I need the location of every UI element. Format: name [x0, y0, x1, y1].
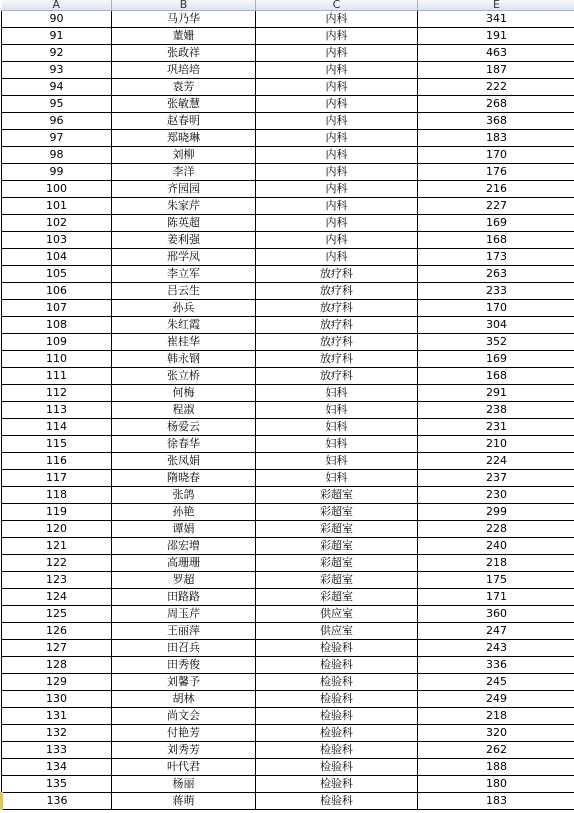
- cell-b[interactable]: 吕云生: [112, 283, 256, 300]
- table-row: [2, 453, 574, 470]
- cell-a[interactable]: 104: [2, 249, 112, 266]
- cell-b[interactable]: 罗超: [112, 572, 256, 589]
- cell-b[interactable]: 王丽萍: [112, 623, 256, 640]
- cell-c[interactable]: 内科: [256, 198, 418, 215]
- cell-e[interactable]: 180: [418, 776, 574, 793]
- cell-b[interactable]: 张敏慧: [112, 96, 256, 113]
- cell-c[interactable]: 彩超室: [256, 589, 418, 606]
- cell-e[interactable]: 243: [418, 640, 574, 657]
- cell-e[interactable]: 268: [418, 96, 574, 113]
- table-row: [2, 657, 574, 674]
- cell-e[interactable]: 170: [418, 300, 574, 317]
- cell-a[interactable]: 130: [2, 691, 112, 708]
- table-row: [2, 538, 574, 555]
- cell-e[interactable]: 291: [418, 385, 574, 402]
- cell-b[interactable]: 陈英超: [112, 215, 256, 232]
- cell-a[interactable]: 128: [2, 657, 112, 674]
- cell-e[interactable]: 240: [418, 538, 574, 555]
- cell-e[interactable]: 218: [418, 555, 574, 572]
- cell-e[interactable]: 169: [418, 351, 574, 368]
- cell-b[interactable]: 马乃华: [112, 11, 256, 28]
- cell-a[interactable]: 114: [2, 419, 112, 436]
- cell-e[interactable]: 237: [418, 470, 574, 487]
- cell-b[interactable]: 邢学凤: [112, 249, 256, 266]
- cell-a[interactable]: 110: [2, 351, 112, 368]
- cell-a[interactable]: 107: [2, 300, 112, 317]
- cell-c[interactable]: 供应室: [256, 606, 418, 623]
- cell-e[interactable]: 230: [418, 487, 574, 504]
- table-row: [2, 470, 574, 487]
- cell-c[interactable]: 内科: [256, 28, 418, 45]
- table-row: [2, 147, 574, 164]
- cell-b[interactable]: 田召兵: [112, 640, 256, 657]
- cell-c[interactable]: 彩超室: [256, 521, 418, 538]
- cell-b[interactable]: 齐园园: [112, 181, 256, 198]
- cell-c[interactable]: 内科: [256, 147, 418, 164]
- cell-c[interactable]: 检验科: [256, 708, 418, 725]
- cell-b[interactable]: 李立军: [112, 266, 256, 283]
- cell-b[interactable]: 高珊珊: [112, 555, 256, 572]
- cell-b[interactable]: 韩永钢: [112, 351, 256, 368]
- cell-e[interactable]: 299: [418, 504, 574, 521]
- cell-c[interactable]: 妇科: [256, 470, 418, 487]
- cell-b[interactable]: 张立桥: [112, 368, 256, 385]
- cell-b[interactable]: 朱家芹: [112, 198, 256, 215]
- cell-b[interactable]: 孙艳: [112, 504, 256, 521]
- cell-a[interactable]: 113: [2, 402, 112, 419]
- table-row: [2, 402, 574, 419]
- table-row: [2, 181, 574, 198]
- cell-b[interactable]: 叶代君: [112, 759, 256, 776]
- cell-c[interactable]: 妇科: [256, 385, 418, 402]
- table-row: [2, 606, 574, 623]
- cell-b[interactable]: 谭娟: [112, 521, 256, 538]
- cell-e[interactable]: 175: [418, 572, 574, 589]
- cell-c[interactable]: 检验科: [256, 674, 418, 691]
- cell-a[interactable]: 93: [2, 62, 112, 79]
- table-row: [2, 436, 574, 453]
- table-row: [2, 589, 574, 606]
- cell-e[interactable]: 245: [418, 674, 574, 691]
- cell-c[interactable]: 放疗科: [256, 334, 418, 351]
- cell-b[interactable]: 何梅: [112, 385, 256, 402]
- cell-a[interactable]: 133: [2, 742, 112, 759]
- table-row: [2, 283, 574, 300]
- cell-e[interactable]: 336: [418, 657, 574, 674]
- cell-e[interactable]: 249: [418, 691, 574, 708]
- cell-e[interactable]: 191: [418, 28, 574, 45]
- cell-a[interactable]: 123: [2, 572, 112, 589]
- cell-a[interactable]: 118: [2, 487, 112, 504]
- cell-c[interactable]: 放疗科: [256, 368, 418, 385]
- cell-a[interactable]: 96: [2, 113, 112, 130]
- table-row: [2, 164, 574, 181]
- table-row: [2, 793, 574, 810]
- table-row: [2, 385, 574, 402]
- cell-a[interactable]: 102: [2, 215, 112, 232]
- cell-e[interactable]: 173: [418, 249, 574, 266]
- cell-a[interactable]: 94: [2, 79, 112, 96]
- cell-a[interactable]: 117: [2, 470, 112, 487]
- table-row: [2, 725, 574, 742]
- table-row: [2, 555, 574, 572]
- cell-b[interactable]: 蒋萌: [112, 793, 256, 810]
- cell-a[interactable]: 126: [2, 623, 112, 640]
- cell-b[interactable]: 张凤娟: [112, 453, 256, 470]
- cell-e[interactable]: 218: [418, 708, 574, 725]
- cell-e[interactable]: 360: [418, 606, 574, 623]
- cell-c[interactable]: 供应室: [256, 623, 418, 640]
- cell-a[interactable]: 97: [2, 130, 112, 147]
- table-row: [2, 113, 574, 130]
- cell-c[interactable]: 内科: [256, 62, 418, 79]
- table-row: [2, 45, 574, 62]
- cell-c[interactable]: 内科: [256, 181, 418, 198]
- cell-e[interactable]: 169: [418, 215, 574, 232]
- cell-e[interactable]: 183: [418, 130, 574, 147]
- cell-a[interactable]: 90: [2, 11, 112, 28]
- cell-e[interactable]: 170: [418, 147, 574, 164]
- table-row: [2, 215, 574, 232]
- cell-e[interactable]: 187: [418, 62, 574, 79]
- cell-b[interactable]: 张鸽: [112, 487, 256, 504]
- cell-e[interactable]: 216: [418, 181, 574, 198]
- cell-c[interactable]: 放疗科: [256, 266, 418, 283]
- cell-e[interactable]: 176: [418, 164, 574, 181]
- cell-c[interactable]: 内科: [256, 45, 418, 62]
- cell-c[interactable]: 彩超室: [256, 572, 418, 589]
- cell-e[interactable]: 262: [418, 742, 574, 759]
- cell-e[interactable]: 222: [418, 79, 574, 96]
- cell-a[interactable]: 91: [2, 28, 112, 45]
- table-row: [2, 351, 574, 368]
- cell-c[interactable]: 彩超室: [256, 504, 418, 521]
- table-row: [2, 79, 574, 96]
- cell-c[interactable]: 放疗科: [256, 317, 418, 334]
- column-header-c[interactable]: C: [256, 0, 418, 11]
- cell-c[interactable]: 检验科: [256, 742, 418, 759]
- cell-b[interactable]: 隋晓春: [112, 470, 256, 487]
- table-row: [2, 419, 574, 436]
- cell-a[interactable]: 135: [2, 776, 112, 793]
- cell-a[interactable]: 134: [2, 759, 112, 776]
- table-row: [2, 759, 574, 776]
- cell-c[interactable]: 彩超室: [256, 555, 418, 572]
- cell-a[interactable]: 99: [2, 164, 112, 181]
- cell-c[interactable]: 内科: [256, 96, 418, 113]
- cell-c[interactable]: 放疗科: [256, 283, 418, 300]
- cell-b[interactable]: 崔桂华: [112, 334, 256, 351]
- cell-b[interactable]: 田秀俊: [112, 657, 256, 674]
- cell-b[interactable]: 刘柳: [112, 147, 256, 164]
- table-row: [2, 249, 574, 266]
- cell-e[interactable]: 233: [418, 283, 574, 300]
- cell-a[interactable]: 127: [2, 640, 112, 657]
- cell-b[interactable]: 程淑: [112, 402, 256, 419]
- cell-a[interactable]: 121: [2, 538, 112, 555]
- cell-c[interactable]: 内科: [256, 249, 418, 266]
- cell-a[interactable]: 124: [2, 589, 112, 606]
- cell-e[interactable]: 368: [418, 113, 574, 130]
- cell-e[interactable]: 231: [418, 419, 574, 436]
- cell-c[interactable]: 内科: [256, 215, 418, 232]
- cell-c[interactable]: 妇科: [256, 453, 418, 470]
- table-row: [2, 623, 574, 640]
- table-row: [2, 691, 574, 708]
- column-header-e[interactable]: E: [418, 0, 574, 11]
- table-row: [2, 776, 574, 793]
- cell-c[interactable]: 妇科: [256, 402, 418, 419]
- cell-e[interactable]: 188: [418, 759, 574, 776]
- cell-c[interactable]: 彩超室: [256, 538, 418, 555]
- cell-b[interactable]: 尚文会: [112, 708, 256, 725]
- cell-e[interactable]: 352: [418, 334, 574, 351]
- table-row: [2, 11, 574, 28]
- cell-c[interactable]: 彩超室: [256, 487, 418, 504]
- cell-e[interactable]: 171: [418, 589, 574, 606]
- table-row: [2, 742, 574, 759]
- cell-b[interactable]: 胡林: [112, 691, 256, 708]
- table-row: [2, 521, 574, 538]
- cell-c[interactable]: 内科: [256, 232, 418, 249]
- table-row: [2, 708, 574, 725]
- table-row: [2, 232, 574, 249]
- cell-a[interactable]: 103: [2, 232, 112, 249]
- cell-b[interactable]: 董姗: [112, 28, 256, 45]
- cell-c[interactable]: 内科: [256, 130, 418, 147]
- cell-a[interactable]: 92: [2, 45, 112, 62]
- cell-c[interactable]: 放疗科: [256, 300, 418, 317]
- cell-c[interactable]: 检验科: [256, 691, 418, 708]
- table-row: [2, 368, 574, 385]
- cell-a[interactable]: 100: [2, 181, 112, 198]
- cell-b[interactable]: 李洋: [112, 164, 256, 181]
- table-row: [2, 640, 574, 657]
- cell-a[interactable]: 105: [2, 266, 112, 283]
- cell-e[interactable]: 463: [418, 45, 574, 62]
- cell-c[interactable]: 内科: [256, 164, 418, 181]
- cell-b[interactable]: 付艳芳: [112, 725, 256, 742]
- cell-b[interactable]: 姜利强: [112, 232, 256, 249]
- cell-c[interactable]: 内科: [256, 113, 418, 130]
- table-row: [2, 572, 574, 589]
- cell-e[interactable]: 263: [418, 266, 574, 283]
- cell-c[interactable]: 内科: [256, 11, 418, 28]
- cell-e[interactable]: 168: [418, 232, 574, 249]
- cell-c[interactable]: 内科: [256, 79, 418, 96]
- table-row: [2, 674, 574, 691]
- cell-b[interactable]: 赵春明: [112, 113, 256, 130]
- cell-c[interactable]: 检验科: [256, 657, 418, 674]
- cell-b[interactable]: 张政祥: [112, 45, 256, 62]
- cell-e[interactable]: 247: [418, 623, 574, 640]
- cell-c[interactable]: 检验科: [256, 759, 418, 776]
- cell-b[interactable]: 巩培培: [112, 62, 256, 79]
- cell-c[interactable]: 检验科: [256, 793, 418, 810]
- cell-b[interactable]: 徐春华: [112, 436, 256, 453]
- table-row: [2, 317, 574, 334]
- cell-a[interactable]: 111: [2, 368, 112, 385]
- cell-e[interactable]: 320: [418, 725, 574, 742]
- cell-e[interactable]: 341: [418, 11, 574, 28]
- cell-b[interactable]: 孙兵: [112, 300, 256, 317]
- column-header-b[interactable]: B: [112, 0, 256, 11]
- cell-e[interactable]: 183: [418, 793, 574, 810]
- cell-e[interactable]: 238: [418, 402, 574, 419]
- cell-a[interactable]: 120: [2, 521, 112, 538]
- table-row: [2, 334, 574, 351]
- table-row: [2, 504, 574, 521]
- cell-c[interactable]: 妇科: [256, 419, 418, 436]
- column-header-a[interactable]: A: [2, 0, 112, 11]
- cell-c[interactable]: 放疗科: [256, 351, 418, 368]
- cell-b[interactable]: 郑晓琳: [112, 130, 256, 147]
- cell-a[interactable]: 136: [2, 793, 112, 810]
- cell-a[interactable]: 116: [2, 453, 112, 470]
- cell-b[interactable]: 袁芳: [112, 79, 256, 96]
- cell-a[interactable]: 109: [2, 334, 112, 351]
- table-row: [2, 62, 574, 79]
- cell-a[interactable]: 119: [2, 504, 112, 521]
- cell-b[interactable]: 朱红霞: [112, 317, 256, 334]
- cell-a[interactable]: 98: [2, 147, 112, 164]
- table-row: [2, 96, 574, 113]
- cell-a[interactable]: 106: [2, 283, 112, 300]
- cell-b[interactable]: 周玉芹: [112, 606, 256, 623]
- cell-b[interactable]: 刘秀芳: [112, 742, 256, 759]
- cell-c[interactable]: 检验科: [256, 640, 418, 657]
- cell-a[interactable]: 108: [2, 317, 112, 334]
- cell-a[interactable]: 125: [2, 606, 112, 623]
- cell-a[interactable]: 132: [2, 725, 112, 742]
- cell-a[interactable]: 131: [2, 708, 112, 725]
- cell-a[interactable]: 95: [2, 96, 112, 113]
- grid-body: [2, 11, 574, 810]
- table-row: [2, 198, 574, 215]
- table-row: [2, 28, 574, 45]
- cell-e[interactable]: 304: [418, 317, 574, 334]
- cell-e[interactable]: 224: [418, 453, 574, 470]
- cell-b[interactable]: 田路路: [112, 589, 256, 606]
- table-row: [2, 130, 574, 147]
- cell-e[interactable]: 168: [418, 368, 574, 385]
- cell-c[interactable]: 检验科: [256, 776, 418, 793]
- cell-b[interactable]: 杨丽: [112, 776, 256, 793]
- cell-a[interactable]: 112: [2, 385, 112, 402]
- cell-a[interactable]: 101: [2, 198, 112, 215]
- cell-a[interactable]: 122: [2, 555, 112, 572]
- cell-c[interactable]: 妇科: [256, 436, 418, 453]
- table-row: [2, 487, 574, 504]
- table-row: [2, 300, 574, 317]
- cell-a[interactable]: 129: [2, 674, 112, 691]
- column-header-row: [2, 0, 574, 11]
- cell-b[interactable]: 刘馨予: [112, 674, 256, 691]
- cell-e[interactable]: 210: [418, 436, 574, 453]
- cell-e[interactable]: 227: [418, 198, 574, 215]
- cell-a[interactable]: 115: [2, 436, 112, 453]
- cell-c[interactable]: 检验科: [256, 725, 418, 742]
- table-row: [2, 266, 574, 283]
- cell-b[interactable]: 邵宏增: [112, 538, 256, 555]
- cell-b[interactable]: 杨爱云: [112, 419, 256, 436]
- cell-e[interactable]: 228: [418, 521, 574, 538]
